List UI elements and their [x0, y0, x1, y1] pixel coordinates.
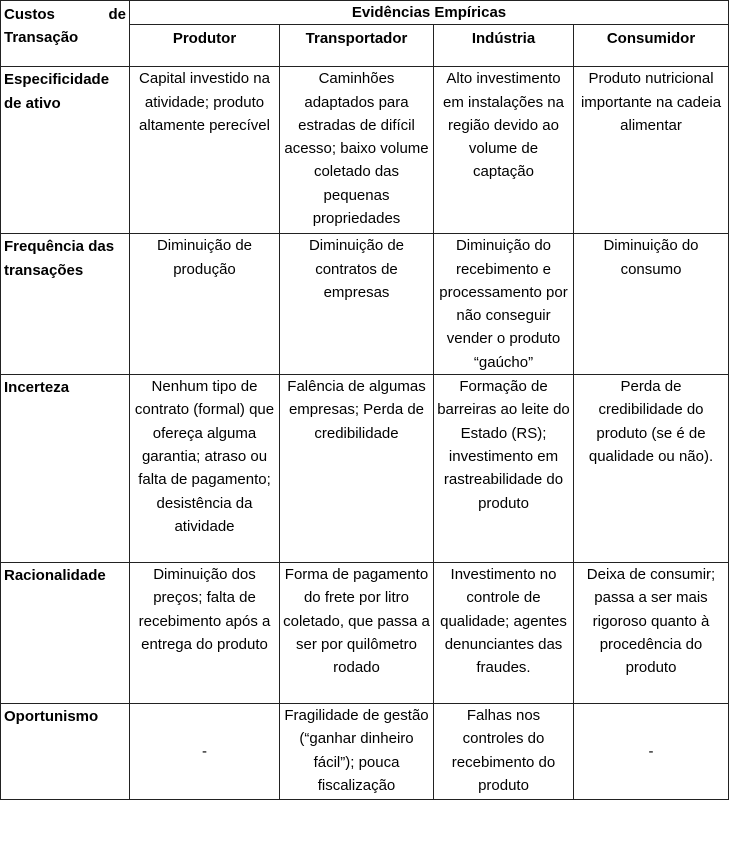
evidence-header: Evidências Empíricas: [130, 1, 729, 25]
costs-header-cell: [1, 1, 130, 67]
table-cell: Perda de credibilidade do produto (se é de qualidade ou não).: [574, 375, 729, 563]
table-cell: Caminhões adaptados para estradas de difícil acesso; baixo volume coletado das pequenas propriedades: [280, 67, 434, 234]
table-row: [1, 704, 729, 800]
table-row: [1, 234, 729, 375]
table-cell: Formação de barreiras ao leite do Estado (RS); investimento em rastreabilidade do produto: [434, 375, 574, 563]
costs-header-top: [4, 3, 126, 26]
header-row-1: [1, 1, 729, 25]
table-cell: Investimento no controle de qualidade; agentes denunciantes das fraudes.: [434, 563, 574, 704]
column-header-transportador: Transportador: [280, 25, 434, 67]
table-cell: -: [574, 704, 729, 800]
column-header-industria: Indústria: [434, 25, 574, 67]
table-cell: Capital investido na atividade; produto altamente perecível: [130, 67, 280, 234]
table-row: [1, 563, 729, 704]
table-cell: Diminuição dos preços; falta de recebimento após a entrega do produto: [130, 563, 280, 704]
column-header-consumidor: Consumidor: [574, 25, 729, 67]
row-label-racionalidade: Racionalidade: [1, 563, 130, 704]
table-row: [1, 375, 729, 563]
costs-header-word-3: Transação: [4, 29, 79, 47]
table-cell: Diminuição de produção: [130, 234, 280, 375]
table-cell: Alto investimento em instalações na região devido ao volume de captação: [434, 67, 574, 234]
table-cell: Diminuição do consumo: [574, 234, 729, 375]
table-cell: Falhas nos controles do recebimento do produto: [434, 704, 574, 800]
table-cell: Diminuição do recebimento e processamento por não conseguir vender o produto “gaúcho”: [434, 234, 574, 375]
costs-header-word-1: Custos: [4, 6, 55, 23]
table-cell: -: [130, 704, 280, 800]
costs-header-word-2: de: [108, 6, 126, 23]
table-cell: Diminuição de contratos de empresas: [280, 234, 434, 375]
table-cell: Nenhum tipo de contrato (formal) que ofereça alguma garantia; atraso ou falta de pagamento; desistência da atividade: [130, 375, 280, 563]
table-cell: Produto nutricional importante na cadeia alimentar: [574, 67, 729, 234]
column-header-produtor: Produtor: [130, 25, 280, 67]
row-label-incerteza: Incerteza: [1, 375, 130, 563]
row-label-frequencia: Frequência das transações: [1, 234, 130, 375]
row-label-oportunismo: Oportunismo: [1, 704, 130, 800]
row-label-especificidade: Especificidade de ativo: [1, 67, 130, 234]
table-cell: Deixa de consumir; passa a ser mais rigoroso quanto à procedência do produto: [574, 563, 729, 704]
table-row: [1, 67, 729, 234]
table-cell: Fragilidade de gestão (“ganhar dinheiro fácil”); pouca fiscalização: [280, 704, 434, 800]
table-cell: Forma de pagamento do frete por litro coletado, que passa a ser por quilômetro rodado: [280, 563, 434, 704]
table-cell: Falência de algumas empresas; Perda de credibilidade: [280, 375, 434, 563]
